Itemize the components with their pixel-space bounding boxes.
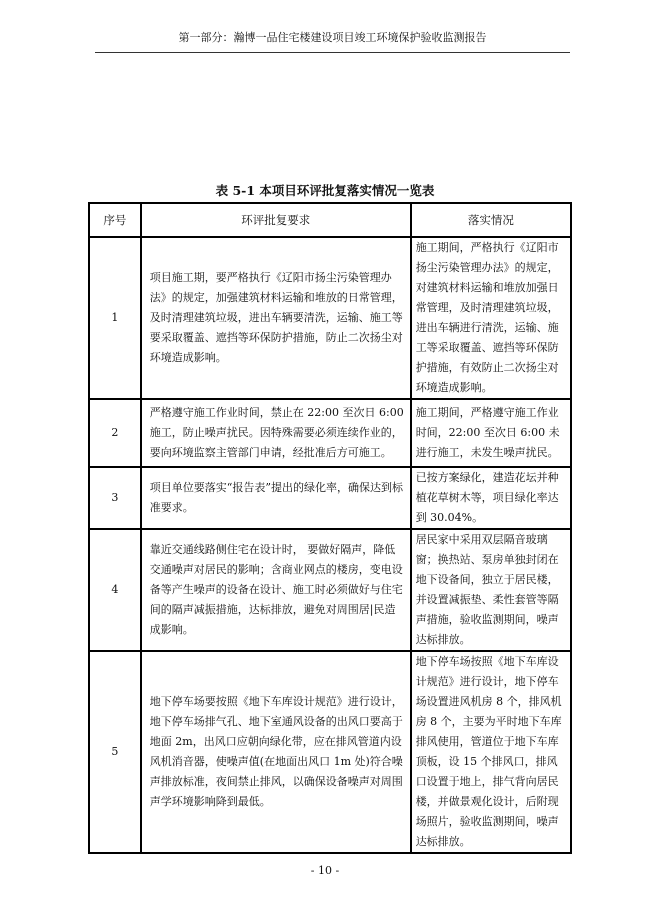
row-result	[411, 467, 571, 529]
row-no: 1	[89, 237, 141, 399]
row-no: 2	[89, 399, 141, 467]
table-row	[89, 237, 571, 399]
table-title: 表 5-1 本项目环评批复落实情况一览表	[215, 183, 435, 198]
row-requirement	[141, 651, 411, 853]
row-requirement	[141, 467, 411, 529]
row-result	[411, 651, 571, 853]
requirement-text: 项目单位要落实“报告表”提出的绿化率，确保达到标准要求。	[149, 481, 404, 514]
page-number: - 10 -	[310, 864, 340, 877]
result-text: 施工期间，严格遵守施工作业时间，22:00 至次日 6:00 未进行施工，未发生噪声扰民。	[415, 406, 560, 459]
table-row	[89, 651, 571, 853]
row-result	[411, 237, 571, 399]
result-text: 施工期间，严格执行《辽阳市扬尘污染管理办法》的规定，对建筑材料运输和堆放加强日常管理，及时清理建筑垃圾，进出车辆进行清洗，运输、施工等采取覆盖、遮挡等环保防护措施，有效防止二次扬尘对环境造成影响。	[415, 241, 559, 394]
row-requirement	[141, 399, 411, 467]
compliance-table	[88, 202, 572, 854]
requirement-text: 项目施工期，要严格执行《辽阳市扬尘污染管理办法》的规定，加强建筑材料运输和堆放的日常管理，及时清理建筑垃圾，进出车辆要清洗，运输、施工等要采取覆盖、遮挡等环保防护措施，防止二次扬尘对环境造成影响。	[149, 271, 403, 364]
requirement-text: 靠近交通线路侧住宅在设计时， 要做好隔声，降低交通噪声对居民的影响；含商业网点的楼房，变电设备等产生噪声的设备在设计、施工时必须做好与住宅间的隔声减振措施，达标排放，避免对周围居|民造成影响。	[149, 543, 403, 636]
row-result	[411, 399, 571, 467]
page-header-text: 第一部分：瀚博一品住宅楼建设项目竣工环境保护验收监测报告	[178, 31, 487, 44]
requirement-text: 地下停车场要按照《地下车库设计规范》进行设计，地下停车场排气孔、地下室通风设备的出风口要高于地面 2m，出风口应朝向绿化带，应在排风管道内设风机消音器，使噪声值(在地面出风口 1m 处)符合噪声排放标准，夜间禁止排风，以确保设备噪声对周围声学环境影响降到最低。	[149, 695, 403, 808]
row-result	[411, 529, 571, 651]
header-result: 落实情况	[411, 203, 571, 237]
row-no: 4	[89, 529, 141, 651]
table-header-row	[89, 203, 571, 237]
table-row	[89, 399, 571, 467]
table-row	[89, 529, 571, 651]
result-text: 居民家中采用双层隔音玻璃窗；换热站、泵房单独封闭在地下设备间，独立于居民楼，并设置减振垫、柔性套管等隔声措施，验收监测期间，噪声达标排放。	[415, 533, 559, 646]
row-no: 3	[89, 467, 141, 529]
page-header	[95, 30, 570, 53]
result-text: 已按方案绿化，建造花坛并种植花草树木等，项目绿化率达到 30.04%。	[415, 471, 559, 524]
row-requirement	[141, 237, 411, 399]
row-requirement	[141, 529, 411, 651]
requirement-text: 严格遵守施工作业时间，禁止在 22:00 至次日 6:00 施工，防止噪声扰民。因特殊需要必须连续作业的，要向环境监察主管部门申请，经批准后方可施工。	[149, 406, 404, 459]
result-text: 地下停车场按照《地下车库设计规范》进行设计，地下停车场设置进风机房 8 个，排风机房 8 个，主要为平时地下车库排风使用，管道位于地下车库顶板，设 15 个排风口，排风口设置于地上，排气背向居民楼，并做景观化设计，后附现场照片，验收监测期间，噪声达标排放。	[415, 655, 562, 848]
row-no: 5	[89, 651, 141, 853]
header-no: 序号	[89, 203, 141, 237]
table-row	[89, 467, 571, 529]
header-requirement: 环评批复要求	[141, 203, 411, 237]
